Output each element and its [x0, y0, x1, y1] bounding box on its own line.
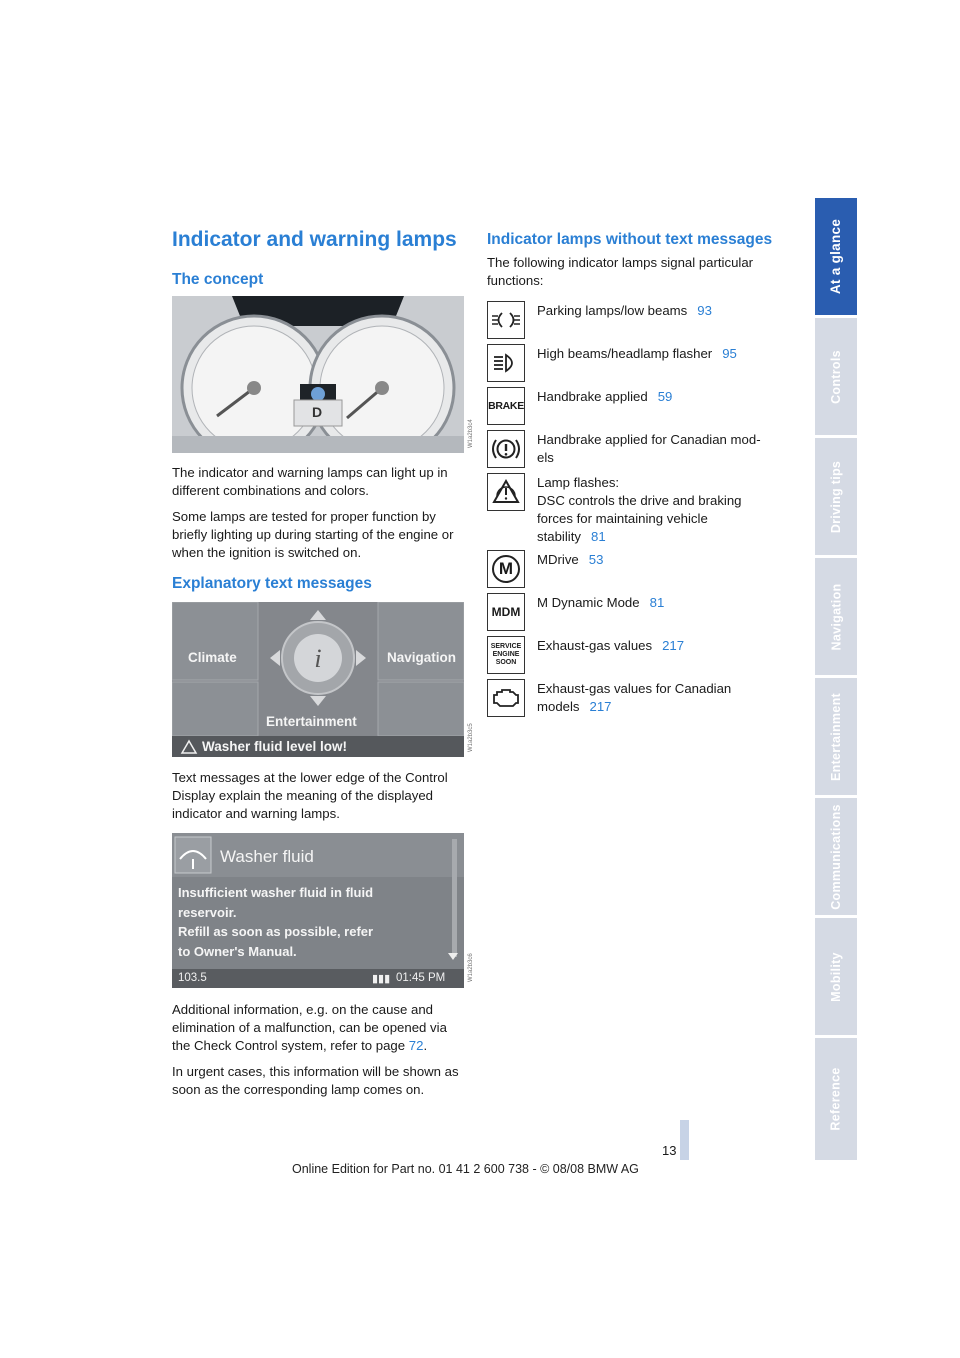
detail-body: Insufficient washer fluid in fluid reservoir. Refill as soon as possible, refer to Owner's Manual.: [178, 885, 374, 959]
concept-heading: The concept: [172, 271, 264, 288]
service-engine-soon-icon: SERVICE ENGINE SOON: [487, 636, 525, 674]
lamp-dsc: Lamp flashes: DSC controls the drive and braking forces for maintaining vehicle stability 81: [537, 475, 742, 544]
page-link-81[interactable]: 81: [590, 529, 606, 544]
urgent-paragraph: In urgent cases, this information will be shown as soon as the corresponding lamp comes on.: [172, 1064, 459, 1097]
warning-message: Washer fluid level low!: [202, 739, 348, 754]
page-link-95[interactable]: 95: [722, 346, 737, 361]
high-beams-icon: [487, 344, 525, 382]
signal-icon: ▮▮▮: [372, 973, 391, 985]
lamp-high-beams: High beams/headlamp flasher 95: [537, 346, 737, 361]
tab-mobility[interactable]: Mobility: [815, 918, 857, 1035]
washer-fluid-detail-image: [172, 833, 464, 988]
mdm-icon: MDM: [487, 593, 525, 631]
page-link-217[interactable]: 217: [662, 638, 685, 653]
footer-accent-bar: [680, 1120, 689, 1160]
lamp-mdm: M Dynamic Mode 81: [537, 595, 665, 610]
tab-communications[interactable]: Communications: [815, 798, 857, 915]
indicator-intro: The following indicator lamps signal particular functions:: [487, 255, 754, 288]
page-number: 13: [662, 1143, 677, 1158]
indicator-lamps-heading: Indicator lamps without text messages: [487, 231, 773, 248]
lamp-handbrake-canada: Handbrake applied for Canadian mod-els: [537, 432, 761, 465]
mdrive-icon: M: [487, 550, 525, 588]
menu-item-entertainment: Entertainment: [266, 714, 357, 729]
page-link-53[interactable]: 53: [588, 552, 604, 567]
lamp-exhaust-gas-canada: Exhaust-gas values for Canadian models 217: [537, 681, 732, 714]
lamp-handbrake: Handbrake applied 59: [537, 389, 673, 404]
lamp-exhaust-gas: Exhaust-gas values 217: [537, 638, 685, 653]
chapter-tabs: [815, 198, 857, 1160]
tab-at-a-glance[interactable]: At a glance: [815, 198, 857, 315]
page-title: Indicator and warning lamps: [172, 228, 457, 251]
tab-driving-tips[interactable]: Driving tips: [815, 438, 857, 555]
additional-paragraph: Additional information, e.g. on the cause and elimination of a malfunction, can be opened via the Check Control system, refer to page: [172, 1002, 447, 1053]
svg-text:i: i: [314, 644, 322, 673]
page-link-93[interactable]: 93: [697, 303, 712, 318]
menu-item-climate: Climate: [188, 650, 237, 665]
tab-navigation[interactable]: Navigation: [815, 558, 857, 675]
check-engine-icon: [487, 679, 525, 717]
explanatory-text: Text messages at the lower edge of the Control Display explain the meaning of the displayed indicator and warning lamps.: [172, 770, 448, 821]
menu-item-navigation: Navigation: [387, 650, 457, 665]
page-link-59[interactable]: 59: [657, 389, 673, 404]
concept-text: [172, 464, 464, 570]
brake-icon: BRAKE: [487, 387, 525, 425]
dsc-icon: [487, 473, 525, 511]
additional-text: Additional information, e.g. on the cause and elimination of a malfunction, can be opened via the Check Control system, refer to page 72. In urgent cases, this information will be shown as soon as the corresponding lamp comes on.: [172, 1001, 464, 1107]
image-code: W1a2b3c4: [468, 419, 474, 448]
handbrake-canada-icon: [487, 430, 525, 468]
tab-entertainment[interactable]: Entertainment: [815, 678, 857, 795]
page-link-72[interactable]: 72: [408, 1038, 424, 1053]
lamp-parking: Parking lamps/low beams 93: [537, 303, 712, 318]
tab-controls[interactable]: Controls: [815, 318, 857, 435]
instrument-cluster-graphic: [172, 296, 464, 453]
concept-paragraph-1: The indicator and warning lamps can light up in different combinations and colors.: [172, 465, 448, 498]
image-code: W1a2b3c6: [468, 953, 474, 982]
concept-paragraph-2: Some lamps are tested for proper function by briefly lighting up during starting of the engine or when the ignition is switched on.: [172, 509, 454, 560]
gear-indicator: D: [312, 404, 323, 420]
image-code: W1a2b3c5: [468, 723, 474, 752]
page-link-81b[interactable]: 81: [649, 595, 665, 610]
instrument-cluster-image: [172, 296, 464, 453]
control-display-menu-image: [172, 602, 464, 757]
lamp-mdrive: MDrive 53: [537, 552, 604, 567]
explanatory-heading: Explanatory text messages: [172, 575, 372, 592]
parking-lamps-icon: [487, 301, 525, 339]
footer-text: Online Edition for Part no. 01 41 2 600 738 - © 08/08 BMW AG: [292, 1162, 639, 1176]
radio-frequency: 103.5: [178, 972, 207, 984]
clock-time: 01:45 PM: [396, 972, 446, 984]
page-link-217b[interactable]: 217: [589, 699, 612, 714]
detail-title: Washer fluid: [220, 847, 314, 866]
tab-reference[interactable]: Reference: [815, 1038, 857, 1160]
menu-graphic: [172, 602, 464, 757]
